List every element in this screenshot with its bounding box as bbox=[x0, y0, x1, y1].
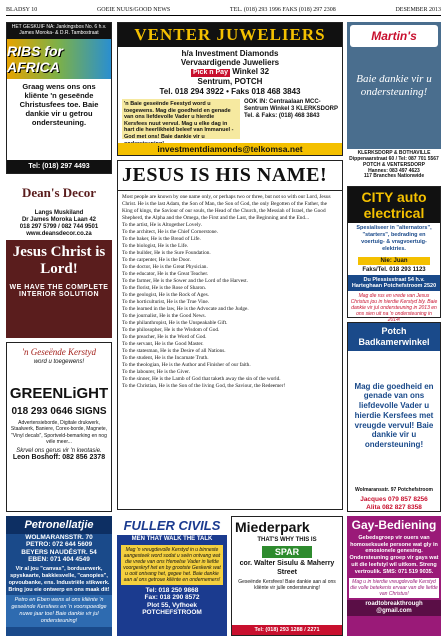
ad-message: Vir al jou "canvas", borduurwerk, spyskaarte, bakkiesvelle, "canopies", opvoubanke, ens. Industriële stikwerk. Bring jou eie ontwerp en ons maak dit! bbox=[8, 565, 110, 593]
ad-greeting: 'n Geseënde Kerstyd bbox=[22, 347, 96, 357]
ad-notice: HET GESKUIF NA: Jankingsbos No. 6 h.v. James Moroka- & D.R. Tambostraat bbox=[7, 23, 111, 39]
ad-phone: Faks/Tel. 018 293 1123 bbox=[362, 266, 426, 273]
article-line: To the architect, He is the Chief Cornerstone. bbox=[122, 228, 218, 235]
ad-services: Advertensieborde, Digitale drukwerk, Staalwerk, Baniere, Corex-borde, Magnete, "Vinyl decals", Sportveld-bemarking en nog véle meer... bbox=[10, 420, 108, 445]
ad-email: investmentdiamonds@telkomsa.net bbox=[118, 143, 342, 155]
publication-name: GOEIE NUUS/GOOD NEWS bbox=[96, 6, 171, 13]
article-line: To the builder, He is the Sure Foundation. bbox=[122, 249, 211, 256]
ad-phone: Hannes: 083 497 4623 bbox=[368, 167, 420, 174]
ad-phone: Jacques 079 857 8256 bbox=[360, 496, 428, 504]
ad-phone: Tel: 018 250 9868 bbox=[145, 587, 199, 594]
spar-logo: SPAR bbox=[262, 546, 312, 558]
city-auto-logo: CITY auto electrical bbox=[348, 187, 440, 223]
ad-petronellatjie bbox=[6, 516, 112, 636]
ad-tagline: WE HAVE THE COMPLETE INTERIOR SOLUTION bbox=[9, 284, 109, 299]
ad-branch: POTCH & VENTERSDORP bbox=[363, 161, 425, 168]
ad-address-line: WOLMARANSSTR. 70 bbox=[25, 534, 93, 541]
article-body bbox=[118, 191, 342, 393]
article-line: To the artist, He is Altogether Lovely. bbox=[122, 221, 202, 228]
article-line: To the doctor, He is the Great Physician. bbox=[122, 263, 208, 270]
article-jesus-is-his-name bbox=[117, 160, 343, 510]
ad-ribs-for-africa bbox=[6, 22, 112, 174]
article-line: To the servant, He is the Good Master. bbox=[122, 340, 204, 347]
ad-slogan: Jesus Christ is Lord! bbox=[12, 243, 106, 277]
article-line: To the biologist, He is the Life. bbox=[122, 242, 189, 249]
ad-address-line: Dr James Moroka Laan 42 bbox=[21, 216, 97, 223]
ad-deans-decor bbox=[6, 178, 112, 338]
fuller-logo: FULLER CIVILS bbox=[117, 516, 227, 535]
article-line: To the sinner, He is the Lamb of God that taketh away the sin of the world. bbox=[122, 375, 281, 382]
ad-address-line: BEYERS NAUDÉSTR. 54 bbox=[21, 548, 97, 556]
ad-services: Spesialiseer in "alternators", "starters", bedrading en voertuig- & vragvoertuig-elektries. bbox=[356, 225, 432, 252]
ad-address-line: Wolmaransstr. 97 Potchefstroom bbox=[355, 487, 433, 493]
ad-gay-bediening bbox=[347, 516, 441, 636]
article-line: To the Christian, He is the Son of the living God, the Saviour, the Redeemer! bbox=[122, 382, 286, 389]
ad-address-line: Plot 55, Vyfhoek bbox=[147, 601, 197, 609]
ad-subtitle: Vervaardigende Juweliers bbox=[180, 58, 280, 68]
miederpark-logo: Miederpark bbox=[235, 519, 310, 535]
ad-subtitle: h/a Investment Diamonds bbox=[181, 49, 279, 58]
article-line: To the statesman, He is the Desire of all Nations. bbox=[122, 347, 226, 354]
ad-greeting: Mag die rus en vrede van Jesus Christus jou in hierdie Kerstyd bly. Baie dankie vir jul ondersteuning in 2013 en ons sien uit na 'n ondersteuning in 2014! bbox=[350, 292, 438, 323]
ad-tagline: THAT'S WHY THIS IS bbox=[257, 537, 317, 543]
ad-location: Sentrum, POTCH bbox=[197, 77, 263, 87]
article-intro: Most people are known by one name only, or perhaps two or three, but not so with our Lord, Jesus Christ. He is the last Adam, the Son of Man, the Son of God, the only Begotten of the Father, the King of kings, the Saviour of our souls, the Head of the Church, the Messiah of Israel, the Good Shepherd, the Alpha and the Omega, the First and the Last, the Beginning and the End... bbox=[122, 194, 331, 221]
ad-title: Gay-Bediening bbox=[351, 518, 437, 532]
article-line: To the farmer, He is the Sower and the Lord of the Harvest. bbox=[122, 277, 248, 284]
article-line: To the preacher, He is the Word of God. bbox=[122, 333, 207, 340]
ad-quote-note: Skrvel ons gerus vir 'n kwotasie. bbox=[16, 448, 102, 454]
pick-n-pay-logo: Pick n Pay bbox=[192, 69, 228, 77]
article-lines bbox=[122, 222, 338, 390]
ad-venter-juweliers bbox=[117, 22, 343, 156]
martins-logo: Martin's bbox=[350, 25, 438, 47]
ad-phone: 018 293 0646 SIGNS bbox=[11, 406, 107, 417]
ad-miederpark-spar bbox=[231, 516, 343, 636]
ad-email: roadtobreakthrough bbox=[365, 601, 423, 608]
ad-contact-name: Leon Boshoff: 082 856 2378 bbox=[12, 454, 106, 461]
ad-phone: Alita 082 827 8358 bbox=[366, 503, 422, 511]
ad-branch: KLERKSDORP & BOTHAVILLE bbox=[357, 150, 431, 157]
ad-branch: OOK IN: Centraalaan MCC-Sentrum Winkel 3 KLERKSDORP Tel. & Faks: (018) 468 3843 bbox=[244, 99, 338, 120]
ad-email-domain: @gmail.com bbox=[376, 608, 412, 615]
ad-contact-name: Nie: Juan bbox=[358, 257, 430, 265]
ad-message: Geseënde Kersfees! Baie dankie aan al ons kliënte vir julle ondersteuning! bbox=[238, 579, 336, 592]
ad-message: Mag die goedheid en genade van ons liefdevolle Vader u hierdie Kersfees met vreugde vervul! Baie dankie vir u ondersteuning! bbox=[354, 381, 434, 450]
ad-title: Petronellatjie bbox=[6, 516, 112, 534]
greenlight-logo: GREENLiGHT bbox=[9, 385, 109, 402]
deans-logo: Dean's Decor bbox=[6, 178, 112, 208]
ad-tagline: MEN THAT WALK THE TALK bbox=[131, 536, 213, 542]
page-number: BLADSY 10 bbox=[6, 6, 38, 13]
publication-contact: TEL. (018) 293 1996 FAKS (018) 297 2308 bbox=[229, 6, 336, 13]
ribs-logo: RIBS for AFRICA bbox=[7, 39, 111, 79]
ad-fax: Fax: 018 290 8572 bbox=[144, 594, 200, 602]
article-line: To the learned in the law, He is the Advocate and the Judge. bbox=[122, 305, 249, 312]
ad-address-line: cor. Walter Sisulu & Maherry Street bbox=[239, 559, 335, 576]
ad-phone: Tel: (018) 297 4493 bbox=[7, 160, 111, 173]
ad-address-line: Langs Muskiland bbox=[34, 210, 84, 216]
article-line: To the carpenter, He is the Door. bbox=[122, 256, 191, 263]
ad-title: VENTER JUWELIERS bbox=[118, 23, 342, 47]
ad-website: www.deansdecor.co.za bbox=[26, 230, 92, 237]
ad-greeting-sub: word u toegewens! bbox=[33, 359, 85, 365]
ad-address-line: POTCHEFSTROOM bbox=[142, 609, 202, 617]
ad-message: Graag wens ons ons kliënte 'n geseënde Christusfees toe. Baie dankie vir u getrou ondersteuning. bbox=[19, 82, 99, 127]
article-line: To the baker, He is the Bread of Life. bbox=[122, 235, 201, 242]
article-line: To the journalist, He is the Good News. bbox=[122, 312, 206, 319]
article-line: To the theologian, He is the Author and Finisher of our faith. bbox=[122, 361, 251, 368]
article-line: To the philosopher, He is the Wisdom of God. bbox=[122, 326, 220, 333]
ad-tagline: 117 Branches Nationwide bbox=[363, 173, 425, 180]
ad-phone: PETRO: 072 644 5609 bbox=[25, 541, 93, 549]
ad-phone: Tel. 018 294 3922 • Faks 018 468 3843 bbox=[159, 86, 301, 96]
ad-greenlight-signs bbox=[6, 342, 112, 512]
ad-address bbox=[6, 208, 112, 240]
article-line: To the labourer, He is the Giver. bbox=[122, 368, 190, 375]
ad-message: 'n Baie geseënde Feestyd word u toegewens. Mag die goedheid en genade van ons liefdevolle Vader u hierdie Kersfees nuut vervul. Mag u elke dag in hart die heerlikheid beleef van Immanuel - God met ons! Baie dankie vir u bbox=[122, 99, 240, 139]
ad-title: Potch Badkamerwinkel bbox=[348, 323, 440, 351]
article-line: To the florist, He is the Rose of Sharon. bbox=[122, 284, 207, 291]
ad-address-line: Dippenaarstraat 60 / Tel: 087 701 5567 bbox=[349, 156, 439, 162]
ad-fuller-civils bbox=[117, 516, 227, 636]
ad-phone: 018 297 5799 / 082 744 9501 bbox=[19, 223, 99, 230]
ad-greeting: Mag u in hierdie vreugdevolle Kerstyd die volle betekenis ervaar van die liefde van Christus! bbox=[350, 579, 438, 598]
ad-address-line: Du Plessisstraat 54 h.v. Harteghaan Potchefstroom 2520 bbox=[348, 275, 440, 291]
issue-date: DESEMBER 2013 bbox=[395, 6, 441, 13]
ad-city-auto-electrical bbox=[347, 186, 441, 323]
article-line: To the educator, He is the Great Teacher. bbox=[122, 270, 209, 277]
ad-greeting: Petro en Eben wens al ons kliënte 'n geseënde Kersfees en 'n voorspoedige nuwe jaar toe! Baie dankie vir jul ondersteuning! bbox=[6, 595, 112, 627]
ad-message: Mag 'n vreugdevolle Kerstyd in u binneste aangesteek word sodat u seën ontvang wat die vrede van ons Hemelse Vader in liefde voorgeskryf het en by grootste Geskenk wat u ooit ontvang het, gegee het. Baie dankie aan al ons getroue kliënte en ondernemers! bbox=[121, 545, 223, 585]
ad-potch-badkamerwinkel bbox=[347, 322, 441, 512]
article-line: To the geologist, He is the Rock of Ages. bbox=[122, 291, 210, 298]
article-line: To the student, He is the Incarnate Truth. bbox=[122, 354, 209, 361]
ad-message: Gebedsgroep vir ouers van homoseksuele persone wat gly in emosionele genesing. Ondersteuning groep vir gays wat uit die leefstyl wil uitkom. Streng vertroulik. SMS: 071 519 9035. bbox=[349, 535, 439, 575]
ad-shop-number: Winkel 32 bbox=[232, 67, 270, 77]
ad-martins bbox=[347, 22, 441, 182]
ad-phone: EBEN: 071 404 4549 bbox=[28, 556, 90, 564]
ad-message: Baie dankie vir u ondersteuning! bbox=[356, 73, 432, 98]
article-line: To the horticulturist, He is the True Vine. bbox=[122, 298, 210, 305]
page-header bbox=[6, 4, 441, 16]
article-title: JESUS IS HIS NAME! bbox=[118, 161, 342, 191]
article-line: To the philanthropist, He is the Unspeakable Gift. bbox=[122, 319, 228, 326]
ad-phone: Tel: (018) 293 1288 / 2271 bbox=[232, 625, 342, 635]
